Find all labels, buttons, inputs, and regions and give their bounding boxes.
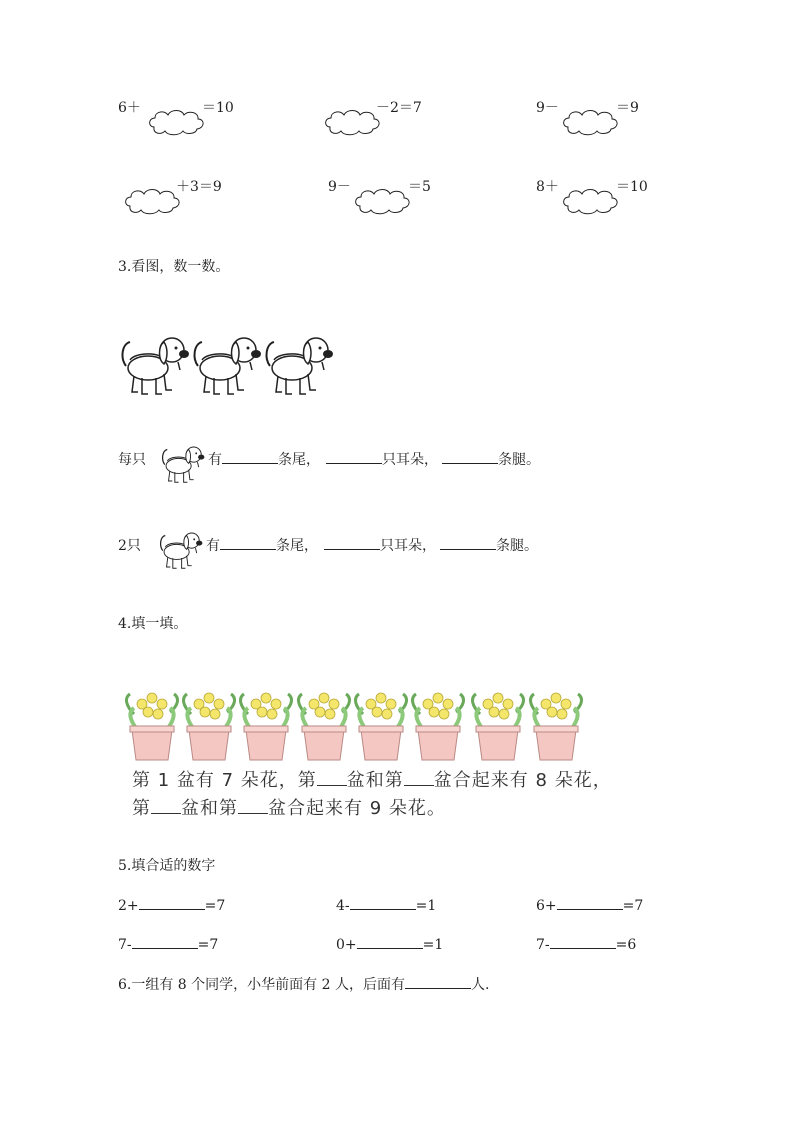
eq-prefix: 6+ — [536, 898, 557, 914]
question-4-title: 4.填一填。 — [118, 616, 188, 632]
fill-eq-5 — [336, 934, 443, 953]
text-part: 盆和第 — [181, 798, 238, 819]
answer-blank[interactable] — [350, 895, 416, 910]
question-6-unit: 人. — [470, 977, 490, 993]
eq-suffix: =1 — [422, 937, 444, 953]
cloud-blank[interactable] — [122, 186, 182, 216]
cloud-blank[interactable] — [560, 186, 620, 216]
text-has: 有 — [208, 452, 222, 468]
flower-question-line-1 — [132, 766, 612, 792]
answer-blank[interactable] — [139, 895, 205, 910]
flower-pots-illustration — [122, 684, 592, 762]
text-legs: 条腿。 — [496, 538, 538, 554]
blank-tails[interactable] — [220, 535, 276, 550]
cloud-blank[interactable] — [146, 107, 206, 137]
dog-icon — [158, 442, 208, 486]
question-6-text: 6.一组有 8 个同学，小华前面有 2 人，后面有 — [118, 977, 405, 993]
eq-prefix: 9－ — [328, 179, 351, 195]
answer-blank[interactable] — [132, 934, 198, 949]
eq-suffix: =7 — [622, 898, 644, 914]
text-tails: 条尾， — [278, 452, 320, 468]
eq-suffix: =7 — [204, 898, 226, 914]
blank-ears[interactable] — [326, 449, 382, 464]
answer-blank[interactable] — [357, 934, 423, 949]
text-part: 盆合起来有 8 朵花， — [433, 770, 612, 791]
blank-pot-a[interactable] — [317, 767, 347, 786]
three-dogs-illustration — [120, 330, 340, 400]
text-part: 盆和第 — [346, 770, 404, 791]
question-6 — [118, 974, 489, 994]
eq-prefix: 7- — [118, 937, 132, 953]
text-has: 有 — [206, 538, 220, 554]
fill-eq-1 — [118, 895, 225, 914]
text-part: 第 — [132, 798, 151, 819]
text-ears: 只耳朵， — [382, 452, 438, 468]
eq-suffix: －2＝7 — [376, 100, 422, 116]
eq-suffix: =1 — [415, 898, 437, 914]
blank-ears[interactable] — [324, 535, 380, 550]
question-3-title: 3.看图，数一数。 — [118, 259, 230, 275]
cloud-blank[interactable] — [560, 107, 620, 137]
blank-legs[interactable] — [440, 535, 496, 550]
fill-eq-4 — [118, 934, 218, 953]
answer-blank[interactable] — [550, 934, 616, 949]
fill-eq-6 — [536, 934, 636, 953]
text-ears: 只耳朵， — [380, 538, 436, 554]
eq-suffix: =7 — [197, 937, 219, 953]
dog-icon — [156, 528, 206, 572]
eq-prefix: 6＋ — [118, 100, 141, 116]
text-part: 盆合起来有 9 朵花。 — [268, 798, 446, 819]
eq-prefix: 0+ — [336, 937, 357, 953]
blank-pot-c[interactable] — [151, 795, 181, 814]
text-part: 第 1 盆有 7 朵花，第 — [132, 770, 317, 791]
eq-suffix: ＝10 — [616, 179, 648, 195]
eq-prefix: 8＋ — [536, 179, 559, 195]
blank-pot-d[interactable] — [238, 795, 268, 814]
blank-legs[interactable] — [442, 449, 498, 464]
label-two: 2只 — [118, 538, 141, 554]
eq-suffix: ＝5 — [408, 179, 431, 195]
fill-eq-2 — [336, 895, 436, 914]
text-tails: 条尾， — [276, 538, 318, 554]
eq-suffix: =6 — [615, 937, 637, 953]
cloud-blank[interactable] — [352, 186, 412, 216]
label-each: 每只 — [118, 452, 146, 468]
eq-prefix: 9－ — [536, 100, 559, 116]
answer-blank[interactable] — [557, 895, 623, 910]
eq-suffix: ＝9 — [616, 100, 639, 116]
eq-prefix: 7- — [536, 937, 550, 953]
eq-suffix: ＋3＝9 — [176, 179, 222, 195]
answer-blank[interactable] — [405, 974, 471, 989]
cloud-blank[interactable] — [322, 107, 382, 137]
blank-pot-b[interactable] — [404, 767, 434, 786]
eq-prefix: 2+ — [118, 898, 139, 914]
flower-question-line-2 — [132, 794, 446, 820]
eq-prefix: 4- — [336, 898, 350, 914]
text-legs: 条腿。 — [498, 452, 540, 468]
fill-eq-3 — [536, 895, 643, 914]
eq-suffix: ＝10 — [202, 100, 234, 116]
blank-tails[interactable] — [222, 449, 278, 464]
question-5-title: 5.填合适的数字 — [118, 858, 216, 874]
